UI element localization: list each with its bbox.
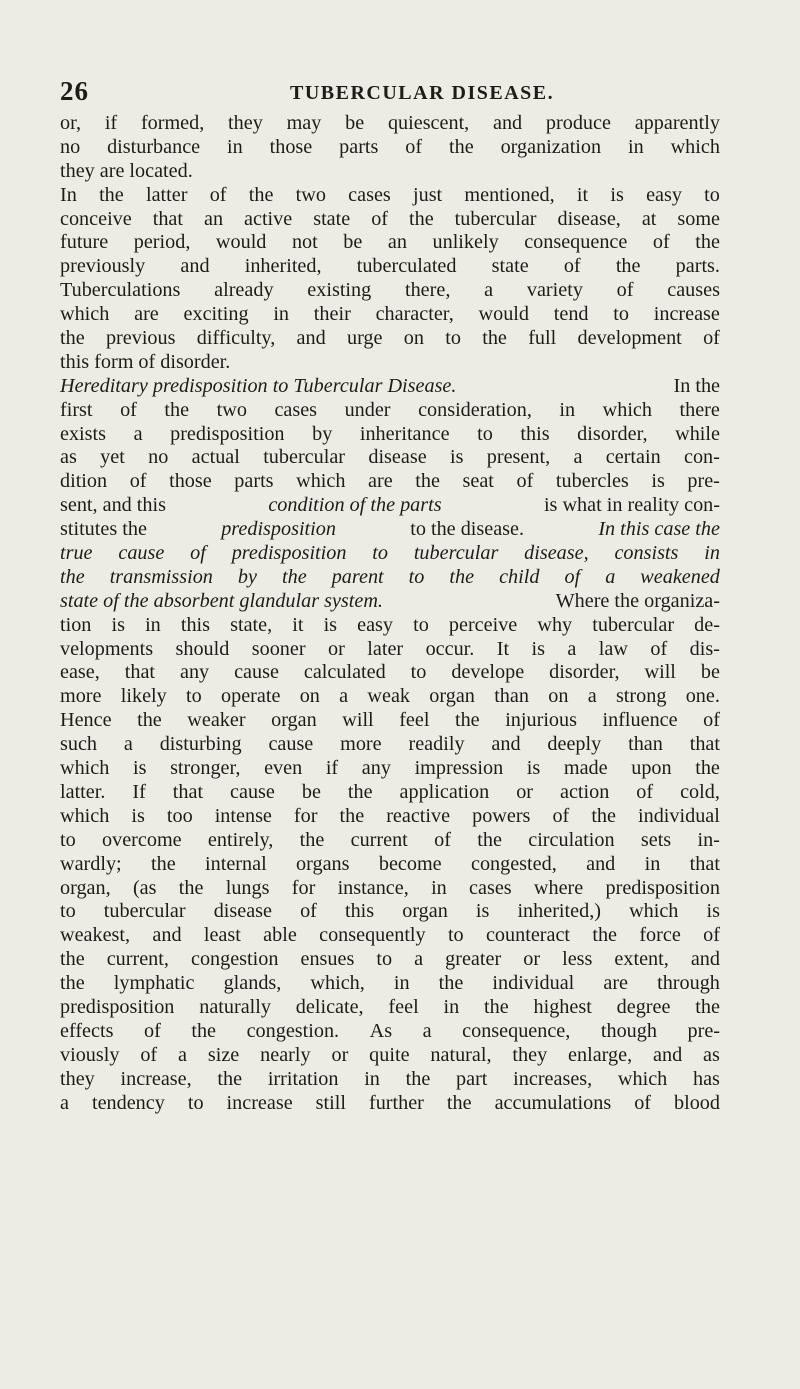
text-line: more likely to operate on a weak organ than on a strong one.: [60, 685, 720, 708]
text-run: Where the organiza-: [550, 589, 720, 612]
text-run: to the disease.: [405, 518, 530, 541]
text-line: exists a predisposition by inheritance to this disorder, while: [60, 422, 720, 445]
text-run: stitutes the: [60, 518, 152, 541]
text-line: the current, congestion ensues to a greater or less extent, and: [60, 948, 720, 971]
section-heading-italic: Hereditary predisposition to Tubercular Disease.: [60, 374, 457, 397]
text-line-mixed: [60, 590, 720, 614]
text-line: the previous difficulty, and urge on to the full development of: [60, 327, 720, 350]
text-line: ease, that any cause calculated to develope disorder, will be: [60, 661, 720, 684]
text-line: a tendency to increase still further the accumulations of blood: [60, 1091, 720, 1114]
text-run-italic: predisposition: [221, 518, 336, 541]
text-line: previously and inherited, tuberculated state of the parts.: [60, 255, 720, 278]
text-run-italic: In this case the: [598, 518, 720, 541]
text-line: organ, (as the lungs for instance, in cases where predisposition: [60, 876, 720, 899]
text-line: this form of disorder.: [60, 350, 231, 373]
text-line: which are exciting in their character, would tend to increase: [60, 303, 720, 326]
text-line: such a disturbing cause more readily and deeply than that: [60, 733, 720, 756]
text-line: the lymphatic glands, which, in the individual are through: [60, 972, 720, 995]
text-line: predisposition naturally delicate, feel in the highest degree the: [60, 995, 720, 1018]
text-line: as yet no actual tubercular disease is present, a certain con-: [60, 446, 720, 469]
text-line: dition of those parts which are the seat of tubercles is pre-: [60, 470, 720, 493]
text-line: effects of the congestion. As a consequence, though pre-: [60, 1019, 720, 1042]
text-line: which is stronger, even if any impression is made upon the: [60, 757, 720, 780]
text-line-mixed: [60, 518, 720, 542]
running-head: [60, 76, 740, 106]
text-line: they are located.: [60, 159, 193, 182]
text-line: In the latter of the two cases just mentioned, it is easy to: [60, 183, 720, 206]
text-line-italic: the transmission by the parent to the child of a weakened: [60, 565, 720, 588]
body-text: [60, 112, 720, 1115]
text-line: which is too intense for the reactive powers of the individual: [60, 804, 720, 827]
text-line: future period, would not be an unlikely consequence of the: [60, 231, 720, 254]
text-line: viously of a size nearly or quite natural, they enlarge, and as: [60, 1043, 720, 1066]
text-run-italic: state of the absorbent glandular system.: [60, 589, 383, 612]
text-line: first of the two cases under consideration, in which there: [60, 398, 720, 421]
text-line-section-heading: [60, 375, 720, 399]
text-line: Hence the weaker organ will feel the injurious influence of: [60, 709, 720, 732]
text-line: or, if formed, they may be quiescent, and produce apparently: [60, 112, 720, 134]
text-line: tion is in this state, it is easy to perceive why tubercular de-: [60, 613, 720, 636]
text-line: to tubercular disease of this organ is inherited,) which is: [60, 900, 720, 923]
text-line-italic: true cause of predisposition to tubercular disease, consists in: [60, 542, 720, 565]
text-line: conceive that an active state of the tubercular disease, at some: [60, 207, 720, 230]
text-line: Tuberculations already existing there, a variety of causes: [60, 279, 720, 302]
text-run: is what in reality con-: [538, 494, 720, 517]
text-line: no disturbance in those parts of the organization in which: [60, 135, 720, 158]
text-line: velopments should sooner or later occur. It is a law of dis-: [60, 637, 720, 660]
section-heading-rest: In the: [673, 374, 720, 397]
page-number: 26: [60, 76, 89, 106]
text-line: they increase, the irritation in the part increases, which has: [60, 1067, 720, 1090]
running-title: TUBERCULAR DISEASE.: [290, 82, 555, 104]
text-line-mixed: [60, 494, 720, 518]
text-line: wardly; the internal organs become congested, and in that: [60, 852, 720, 875]
text-line: latter. If that cause be the application or action of cold,: [60, 780, 720, 803]
text-line: to overcome entirely, the current of the circulation sets in-: [60, 828, 720, 851]
text-line: weakest, and least able consequently to counteract the force of: [60, 924, 720, 947]
text-run-italic: condition of the parts: [268, 494, 442, 517]
text-run: sent, and this: [60, 494, 172, 517]
